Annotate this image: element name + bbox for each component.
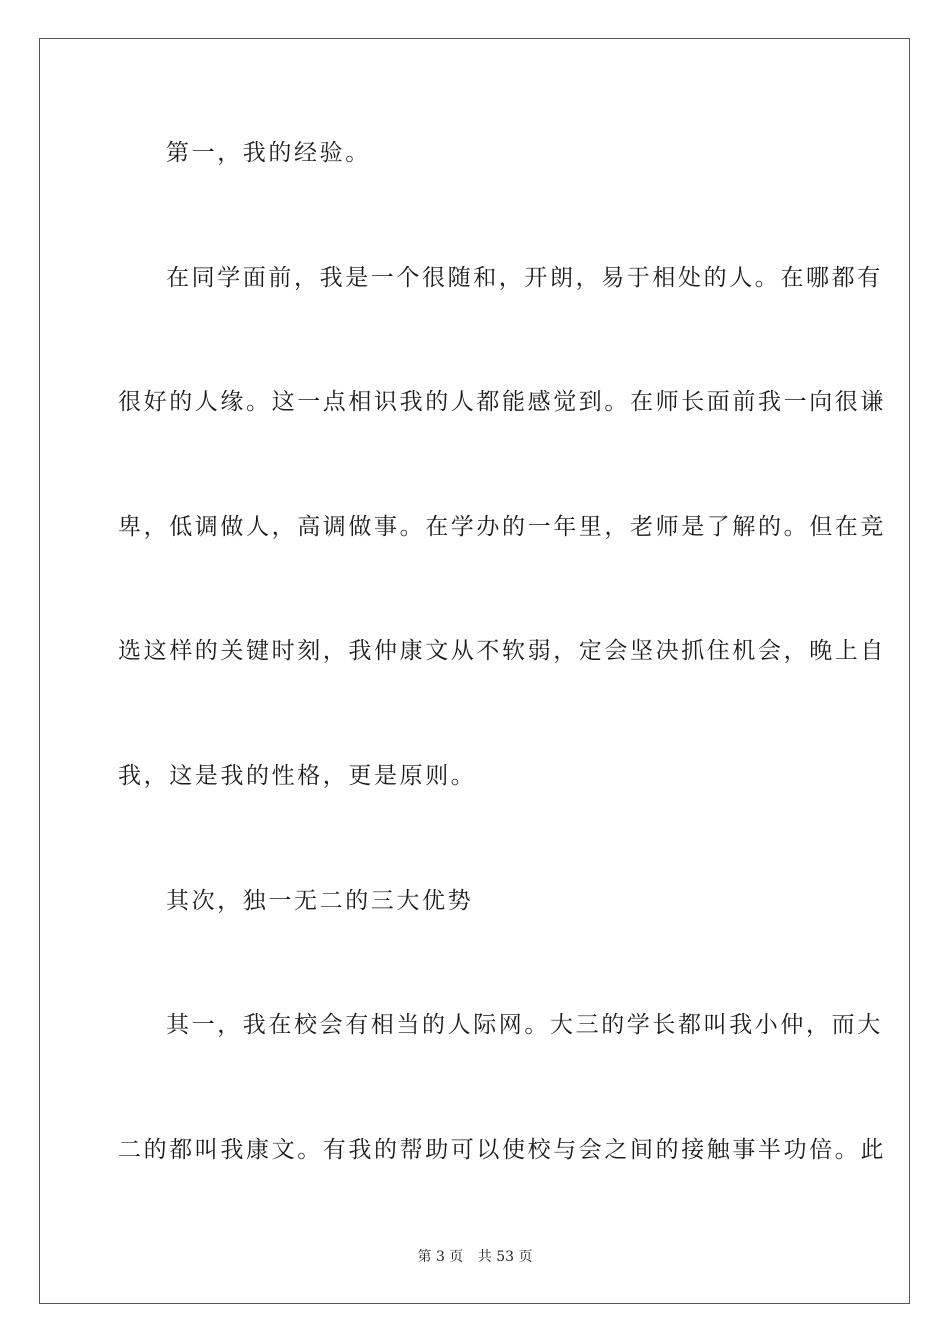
document-body xyxy=(118,124,886,1245)
page-number: 第 3 页 xyxy=(417,1249,464,1265)
paragraph-line: 选这样的关键时刻，我仲康文从不软弱，定会坚决抓住机会，晚上自 xyxy=(118,638,886,665)
page-footer xyxy=(0,1246,950,1266)
paragraph-line: 我，这是我的性格，更是原则。 xyxy=(118,762,477,789)
paragraph-line: 其次，独一无二的三大优势 xyxy=(166,887,474,914)
paragraph-line: 卑，低调做人，高调做事。在学办的一年里，老师是了解的。但在竞 xyxy=(118,513,886,540)
paragraph-line: 很好的人缘。这一点相识我的人都能感觉到。在师长面前我一向很谦 xyxy=(118,389,886,416)
paragraph-line: 第一，我的经验。 xyxy=(166,140,371,166)
paragraph-line: 其一，我在校会有相当的人际网。大三的学长都叫我小仲，而大 xyxy=(166,1012,883,1039)
paragraph-line: 在同学面前，我是一个很随和，开朗，易于相处的人。在哪都有 xyxy=(166,264,883,291)
paragraph-line: 二的都叫我康文。有我的帮助可以使校与会之间的接触事半功倍。此 xyxy=(118,1136,886,1163)
page-total: 共 53 页 xyxy=(477,1249,533,1265)
